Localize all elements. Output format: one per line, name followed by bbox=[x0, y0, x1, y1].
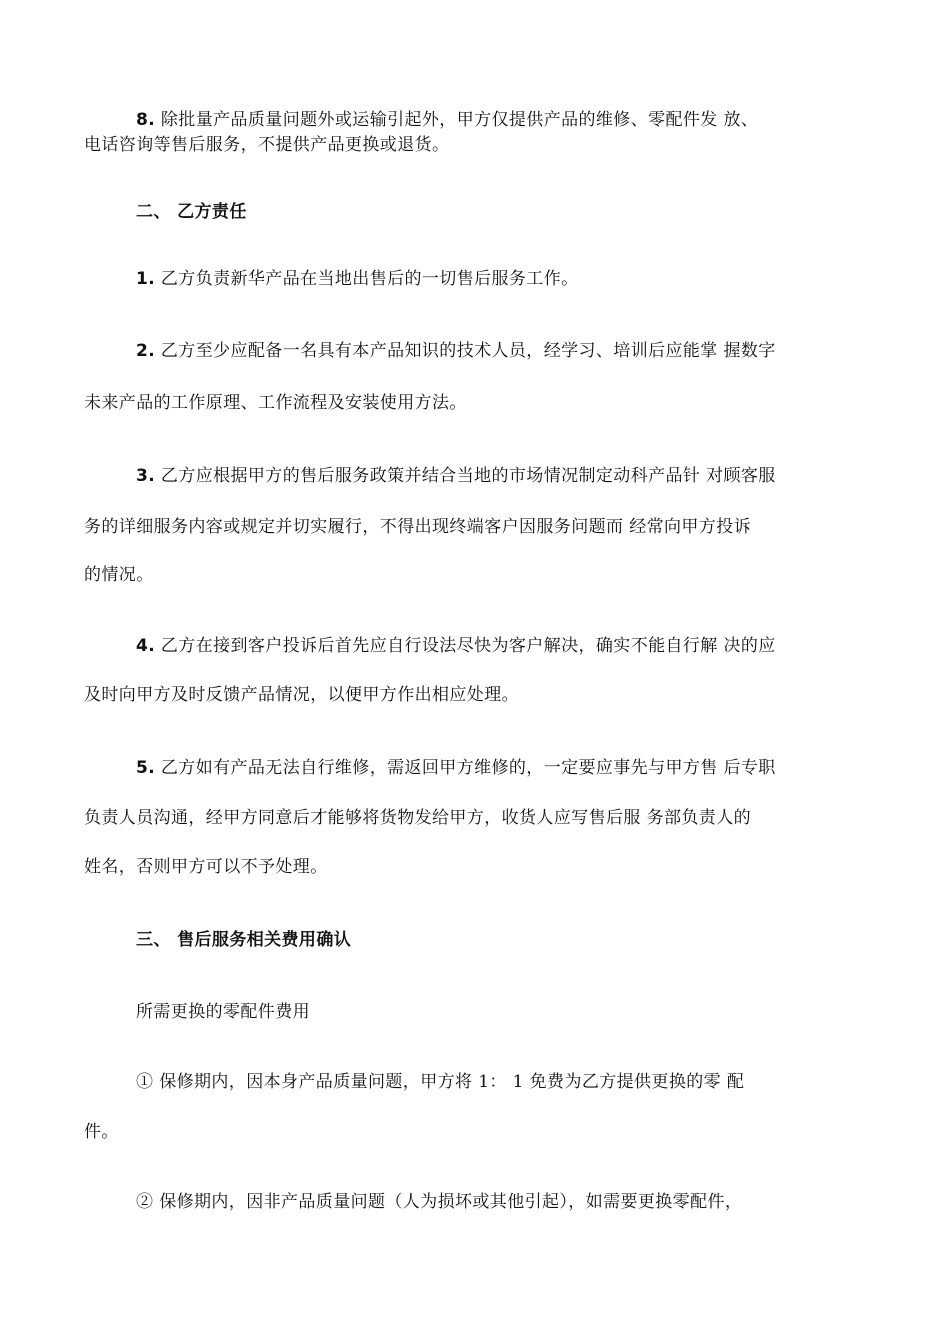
paragraph-text: 负责人员沟通，经甲方同意后才能够将货物发给甲方，收货人应写售后服 务部负责人的 bbox=[84, 808, 752, 828]
paragraph-text: 电话咨询等售后服务，不提供产品更换或退货。 bbox=[84, 135, 450, 155]
paragraph-text: 所需更换的零配件费用 bbox=[136, 1002, 310, 1022]
paragraph-text: 及时向甲方及时反馈产品情况，以便甲方作出相应处理。 bbox=[84, 685, 519, 705]
paragraph-text: 除批量产品质量问题外或运输引起外，甲方仅提供产品的维修、零配件发 放、 bbox=[155, 110, 759, 130]
section-heading-2 bbox=[136, 200, 936, 224]
paragraph-text: 件。 bbox=[84, 1122, 119, 1142]
paragraph-3-line-3 bbox=[84, 563, 884, 587]
paragraph-8-line-1 bbox=[136, 108, 936, 132]
paragraph-1-line-1 bbox=[136, 267, 936, 291]
paragraph-text: 务的详细服务内容或规定并切实履行，不得出现终端客户因服务问题而 经常向甲方投诉 bbox=[84, 517, 752, 537]
item-number: 3. bbox=[136, 466, 156, 486]
heading-text: 三、 售后服务相关费用确认 bbox=[136, 930, 352, 950]
paragraph-5-line-2 bbox=[84, 806, 884, 830]
paragraph-text: ① 保修期内，因本身产品质量问题，甲方将 1： 1 免费为乙方提供更换的零 配 bbox=[136, 1072, 745, 1092]
paragraph-3-line-2 bbox=[84, 515, 884, 539]
paragraph-8-line-2 bbox=[84, 133, 884, 157]
paragraph-text: 乙方在接到客户投诉后首先应自行设法尽快为客户解决，确实不能自行解 决的应 bbox=[155, 636, 776, 656]
paragraph-text: ② 保修期内，因非产品质量问题（人为损坏或其他引起），如需要更换零配件， bbox=[136, 1192, 743, 1212]
item-number: 2. bbox=[136, 341, 156, 361]
paragraph-3-line-1 bbox=[136, 464, 936, 488]
paragraph-text: 未来产品的工作原理、工作流程及安装使用方法。 bbox=[84, 393, 467, 413]
item-number: 1. bbox=[136, 269, 156, 289]
section-heading-3 bbox=[136, 928, 936, 952]
paragraph-4-line-1 bbox=[136, 634, 936, 658]
item-number: 8. bbox=[136, 110, 156, 130]
paragraph-4-line-2 bbox=[84, 683, 884, 707]
item-number: 5. bbox=[136, 758, 156, 778]
heading-text: 二、 乙方责任 bbox=[136, 202, 247, 222]
paragraph-5-line-3 bbox=[84, 855, 884, 879]
clause-1-line-2 bbox=[84, 1120, 884, 1144]
paragraph-text: 乙方应根据甲方的售后服务政策并结合当地的市场情况制定动科产品针 对顾客服 bbox=[155, 466, 776, 486]
paragraph-text: 乙方至少应配备一名具有本产品知识的技术人员，经学习、培训后应能掌 握数字 bbox=[155, 341, 776, 361]
paragraph-text: 的情况。 bbox=[84, 565, 154, 585]
clause-1-line-1 bbox=[136, 1070, 936, 1094]
item-number: 4. bbox=[136, 636, 156, 656]
paragraph-2-line-2 bbox=[84, 391, 884, 415]
clause-2-line-1 bbox=[136, 1190, 936, 1214]
paragraph-2-line-1 bbox=[136, 339, 936, 363]
paragraph-text: 姓名，否则甲方可以不予处理。 bbox=[84, 857, 328, 877]
paragraph-5-line-1 bbox=[136, 756, 936, 780]
paragraph-text: 乙方负责新华产品在当地出售后的一切售后服务工作。 bbox=[155, 269, 579, 289]
paragraph-text: 乙方如有产品无法自行维修，需返回甲方维修的，一定要应事先与甲方售 后专职 bbox=[155, 758, 776, 778]
subheading-parts-cost bbox=[136, 1000, 936, 1024]
